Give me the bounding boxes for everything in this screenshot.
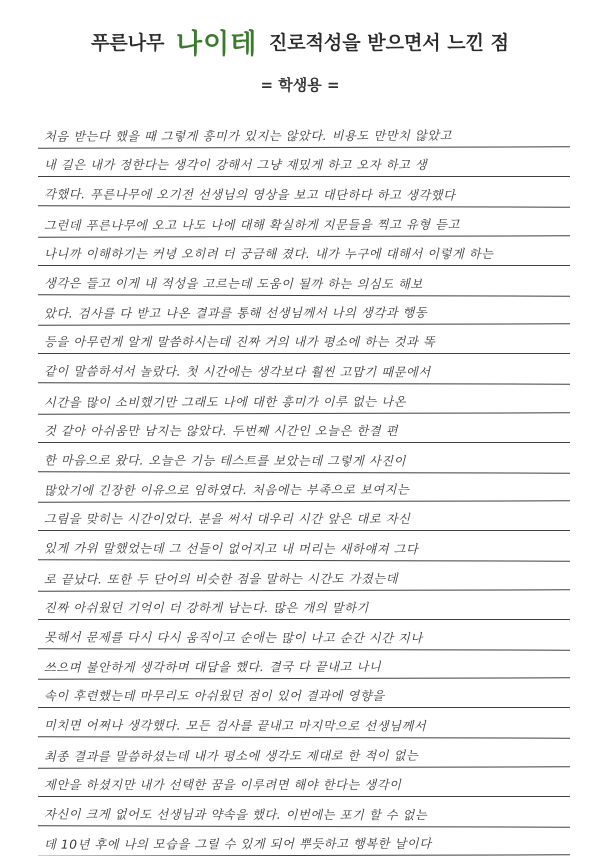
- essay-line-text: 최종 결과를 말씀하셨는데 내가 평소에 생각도 제대로 한 적이 없는: [43, 747, 419, 763]
- essay-line: [38, 117, 570, 148]
- essay-line: [38, 530, 570, 561]
- essay-line-text: 한 마음으로 왔다. 오늘은 기능 테스트를 보았는데 그렇게 사진이: [43, 452, 406, 468]
- essay-line: [38, 502, 570, 532]
- essay-line-text: 데 10년 후에 나의 모습을 그릴 수 있게 되어 뿌듯하고 행복한 날이다: [43, 836, 432, 852]
- essay-line-text: 있게 가위 말했었는데 그 선들이 없어지고 내 머리는 새하얘져 그다: [43, 540, 419, 556]
- essay-line: [38, 442, 570, 473]
- essay-line: [38, 206, 570, 237]
- essay-line: [38, 560, 570, 591]
- essay-line: [38, 648, 570, 679]
- essay-line: [38, 767, 570, 797]
- essay-line: [38, 383, 570, 414]
- page-subtitle: = 학생용 =: [260, 76, 340, 94]
- essay-line-text: 나니까 이해하기는 커녕 오히려 더 궁금해 졌다. 내가 누구에 대해서 이렇게 하는: [44, 246, 494, 261]
- essay-line-text: 처음 받는다 했을 때 그렇게 흥미가 있지는 않았다. 비용도 만만치 않았고: [43, 128, 453, 144]
- essay-line: [38, 353, 570, 384]
- essay-line-text: 쓰으며 불안하게 생각하며 대답을 했다. 결국 다 끝내고 나니: [43, 659, 382, 675]
- essay-line: [38, 825, 570, 856]
- essay-line-text: 많았기에 긴장한 이유으로 임하였다. 처음에는 부족으로 보여지는: [43, 482, 410, 498]
- essay-line-text: 속이 후련했는데 마무리도 아쉬웠던 점이 있어 결과에 영향을: [44, 689, 385, 703]
- essay-line-text: 것 같아 아쉬움만 남지는 않았다. 두번째 시간인 오늘은 한결 편: [44, 423, 399, 438]
- essay-line: [38, 707, 570, 738]
- title-suffix: 진로적성을 받으면서 느낀 점: [268, 32, 509, 54]
- essay-line: [38, 236, 570, 266]
- essay-line-text: 았다. 검사를 다 받고 나온 결과를 통해 선생님께서 나의 생각과 행동: [43, 305, 428, 321]
- essay-line-text: 로 끝났다. 또한 두 단어의 비슷한 점을 말하는 시간도 가졌는데: [43, 570, 399, 586]
- essay-line-text: 같이 말씀하셔서 놀랐다. 첫 시간에는 생각보다 훨씬 고맙기 때문에서: [43, 363, 431, 379]
- brand-name: 나이테: [176, 29, 258, 60]
- essay-line: [38, 619, 570, 650]
- essay-line-text: 못해서 문제를 다시 다시 움직이고 순애는 많이 나고 순간 시간 지나: [43, 629, 423, 645]
- essay-line: [38, 679, 570, 709]
- essay-line: [38, 148, 570, 178]
- essay-line: [38, 737, 570, 768]
- essay-line-text: 등을 아무런게 알게 말씀하시는데 진짜 거의 내가 평소에 하는 것과 똑: [44, 335, 436, 349]
- essay-line: [38, 471, 570, 502]
- essay-line-text: 제안을 하셨지만 내가 선택한 꿈을 이루려면 해야 한다는 생각이: [44, 777, 402, 792]
- handwritten-essay: [38, 118, 570, 852]
- essay-line: [38, 265, 570, 296]
- essay-line-text: 시간을 많이 소비했기만 그래도 나에 대한 흥미가 이루 없는 나온: [43, 393, 406, 409]
- essay-line: [38, 796, 570, 827]
- essay-line-text: 자신이 크게 없어도 선생님과 약속을 했다. 이번에는 포기 할 수 없는: [43, 806, 428, 822]
- essay-line-text: 진짜 아쉬웠던 기억이 더 강하게 남는다. 많은 개의 말하기: [44, 600, 369, 615]
- essay-line: [38, 176, 570, 207]
- essay-line-text: 생각은 들고 이게 내 적성을 고르는데 도움이 될까 하는 의심도 해보: [43, 275, 423, 291]
- essay-line: [38, 294, 570, 325]
- essay-line-text: 미치면 어쩌나 생각했다. 모든 검사를 끝내고 마지막으로 선생님께서: [43, 717, 427, 733]
- essay-line: [38, 325, 570, 355]
- essay-line-text: 그림을 맞히는 시간이었다. 분을 써서 대우리 시간 앞은 대로 자신: [44, 512, 411, 526]
- essay-line-text: 각했다. 푸른나무에 오기전 선생님의 영상을 보고 대단하다 하고 생각했다: [43, 186, 456, 202]
- essay-line-text: 그런데 푸른나무에 오고 나도 나에 대해 확실하게 지문들을 찍고 유형 듣고: [43, 216, 460, 232]
- title-prefix: 푸른나무: [91, 32, 165, 54]
- page-title: [0, 22, 600, 61]
- essay-line: [38, 413, 570, 443]
- essay-line-text: 내 길은 내가 정한다는 생각이 강해서 그냥 재밌게 하고 오자 하고 생: [44, 158, 428, 172]
- essay-line: [38, 590, 570, 620]
